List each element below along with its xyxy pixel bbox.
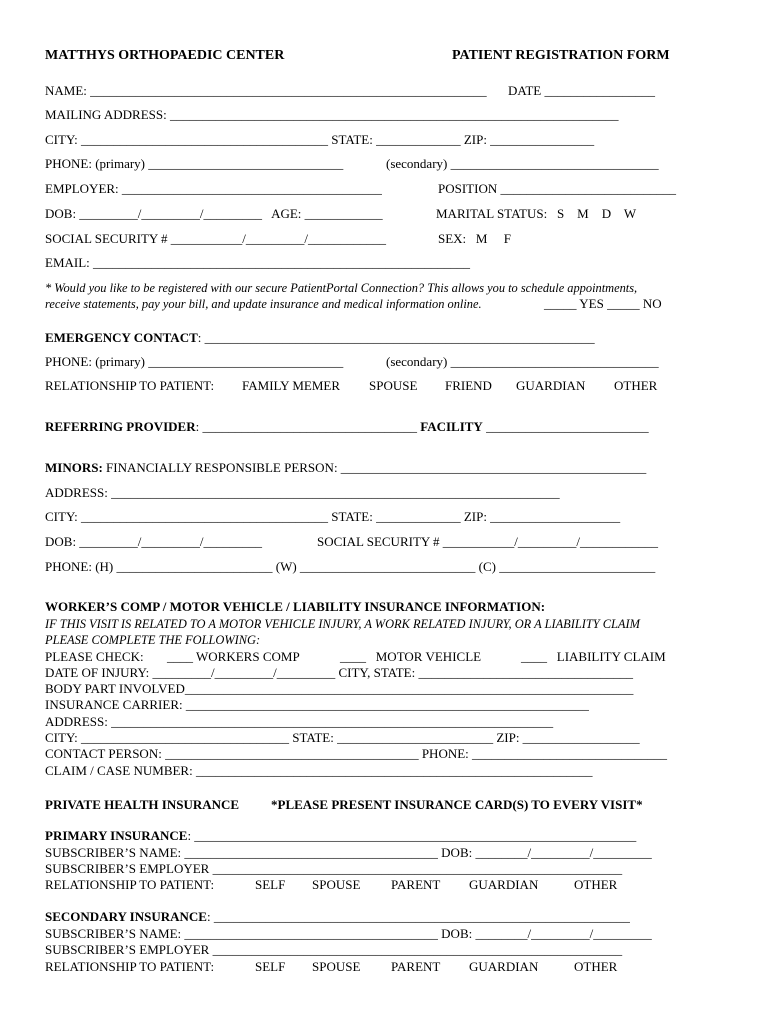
secondary-relationship-label: RELATIONSHIP TO PATIENT: [45,959,215,974]
please-check-label: PLEASE CHECK: [45,649,144,664]
primary-relationship-label: RELATIONSHIP TO PATIENT: [45,877,215,892]
referring-provider-label: REFERRING PROVIDER [45,419,196,434]
marital-status-field[interactable]: MARITAL STATUS: S M D W [436,206,637,221]
minors-dob-field[interactable]: DOB: _________/_________/_________ [45,534,263,549]
minors-responsible-line: FINANCIALLY RESPONSIBLE PERSON: _______________________________________________ [102,460,647,475]
emergency-relationship-label: RELATIONSHIP TO PATIENT: [45,378,215,393]
option-workers-comp[interactable]: ____ WORKERS COMP [167,649,300,664]
secondary-insurance-line: : ________________________________________________________________ [206,909,630,924]
minors-phone-field[interactable]: PHONE: (H) ________________________ (W) ___________________________ (C) ________________________ [45,559,656,574]
relationship-option-friend[interactable]: FRIEND [445,378,492,393]
referring-provider-line: : _________________________________ [195,419,417,434]
primary-option-parent[interactable]: PARENT [391,877,441,892]
relationship-option-spouse[interactable]: SPOUSE [369,378,418,393]
secondary-subscriber-employer-field[interactable]: SUBSCRIBER’S EMPLOYER _______________________________________________________________ [45,942,623,957]
minors-address-field[interactable]: ADDRESS: _____________________________________________________________________ [45,485,560,500]
city-state-zip-field[interactable]: CITY: ______________________________________ STATE: _____________ ZIP: ________________ [45,132,595,147]
body-part-field[interactable]: BODY PART INVOLVED_____________________________________________________________________ [45,681,634,696]
relationship-option-other[interactable]: OTHER [614,378,658,393]
sex-field[interactable]: SEX: M F [438,231,511,246]
minors-city-state-zip-field[interactable]: CITY: ______________________________________ STATE: _____________ ZIP: ____________________ [45,509,621,524]
employer-field[interactable]: EMPLOYER: ________________________________________ [45,181,382,196]
phone-primary-field[interactable]: PHONE: (primary) ______________________________ [45,156,344,171]
workers-comp-instruction2: PLEASE COMPLETE THE FOLLOWING: [45,633,261,647]
secondary-insurance-label: SECONDARY INSURANCE [45,909,207,924]
workers-comp-instruction1: IF THIS VISIT IS RELATED TO A MOTOR VEHICLE INJURY, A WORK RELATED INJURY, OR A LIABILITY CLAIM [45,617,640,631]
insurance-card-notice: *PLEASE PRESENT INSURANCE CARD(S) TO EVERY VISIT* [271,797,643,812]
insurance-carrier-field[interactable]: INSURANCE CARRIER: ______________________________________________________________ [45,697,589,712]
center-name: MATTHYS ORTHOPAEDIC CENTER [45,48,285,63]
secondary-option-spouse[interactable]: SPOUSE [312,959,361,974]
option-motor-vehicle[interactable]: ____ MOTOR VEHICLE [340,649,482,664]
primary-option-self[interactable]: SELF [255,877,286,892]
portal-yes-no[interactable]: _____ YES _____ NO [544,296,662,311]
minors-label: MINORS: [45,460,103,475]
secondary-option-self[interactable]: SELF [255,959,286,974]
primary-option-spouse[interactable]: SPOUSE [312,877,361,892]
date-of-injury-field[interactable]: DATE OF INJURY: _________/_________/_________ CITY, STATE: _________________________________ [45,665,633,680]
mailing-address-field[interactable]: MAILING ADDRESS: _____________________________________________________________________ [45,107,619,122]
form-title: PATIENT REGISTRATION FORM [452,48,670,63]
contact-person-field[interactable]: CONTACT PERSON: _______________________________________ PHONE: ______________________________ [45,746,668,761]
position-field[interactable]: POSITION ___________________________ [438,181,676,196]
workers-comp-heading: WORKER’S COMP / MOTOR VEHICLE / LIABILITY INSURANCE INFORMATION: [45,599,546,614]
claim-number-field[interactable]: CLAIM / CASE NUMBER: _____________________________________________________________ [45,763,593,778]
facility-line: _________________________ [482,419,649,434]
minors-responsible-field[interactable] [45,460,646,476]
emergency-contact-field[interactable] [45,330,595,346]
emergency-phone-primary[interactable]: PHONE: (primary) ______________________________ [45,354,344,369]
email-field[interactable]: EMAIL: __________________________________________________________ [45,255,471,270]
primary-option-guardian[interactable]: GUARDIAN [469,877,539,892]
portal-notice-line2: receive statements, pay your bill, and update insurance and medical information online. [45,297,482,311]
portal-notice-line1: * Would you like to be registered with our secure PatientPortal Connection? This allows you to schedule appointments, [45,281,638,295]
name-field[interactable]: NAME: _____________________________________________________________ [45,83,487,98]
relationship-option-guardian[interactable]: GUARDIAN [516,378,586,393]
emergency-phone-secondary[interactable]: (secondary) ________________________________ [386,354,659,369]
facility-label: FACILITY [420,419,483,434]
primary-insurance-label: PRIMARY INSURANCE [45,828,188,843]
private-insurance-heading: PRIVATE HEALTH INSURANCE [45,797,240,812]
secondary-option-parent[interactable]: PARENT [391,959,441,974]
primary-subscriber-name-field[interactable]: SUBSCRIBER’S NAME: _______________________________________ DOB: ________/_________/_________ [45,845,652,860]
ssn-field[interactable]: SOCIAL SECURITY # ___________/_________/____________ [45,231,387,246]
primary-option-other[interactable]: OTHER [574,877,618,892]
wc-city-state-zip-field[interactable]: CITY: ________________________________ STATE: ________________________ ZIP: __________________ [45,730,640,745]
primary-insurance-field[interactable] [45,828,636,844]
secondary-option-other[interactable]: OTHER [574,959,618,974]
primary-insurance-line: : ____________________________________________________________________ [187,828,637,843]
wc-address-field[interactable]: ADDRESS: ____________________________________________________________________ [45,714,554,729]
relationship-option-family[interactable]: FAMILY MEMER [242,378,341,393]
minors-ssn-field[interactable]: SOCIAL SECURITY # ___________/_________/____________ [317,534,659,549]
primary-subscriber-employer-field[interactable]: SUBSCRIBER’S EMPLOYER _______________________________________________________________ [45,861,623,876]
option-liability-claim[interactable]: ____ LIABILITY CLAIM [521,649,666,664]
secondary-option-guardian[interactable]: GUARDIAN [469,959,539,974]
phone-secondary-field[interactable]: (secondary) ________________________________ [386,156,659,171]
emergency-contact-line: : ____________________________________________________________ [197,330,595,345]
referring-provider-field[interactable] [45,419,649,435]
dob-age-field[interactable]: DOB: _________/_________/_________ AGE: ____________ [45,206,383,221]
secondary-subscriber-name-field[interactable]: SUBSCRIBER’S NAME: _______________________________________ DOB: ________/_________/_________ [45,926,652,941]
secondary-insurance-field[interactable] [45,909,630,925]
date-field[interactable]: DATE _________________ [508,83,655,98]
emergency-contact-label: EMERGENCY CONTACT [45,330,198,345]
